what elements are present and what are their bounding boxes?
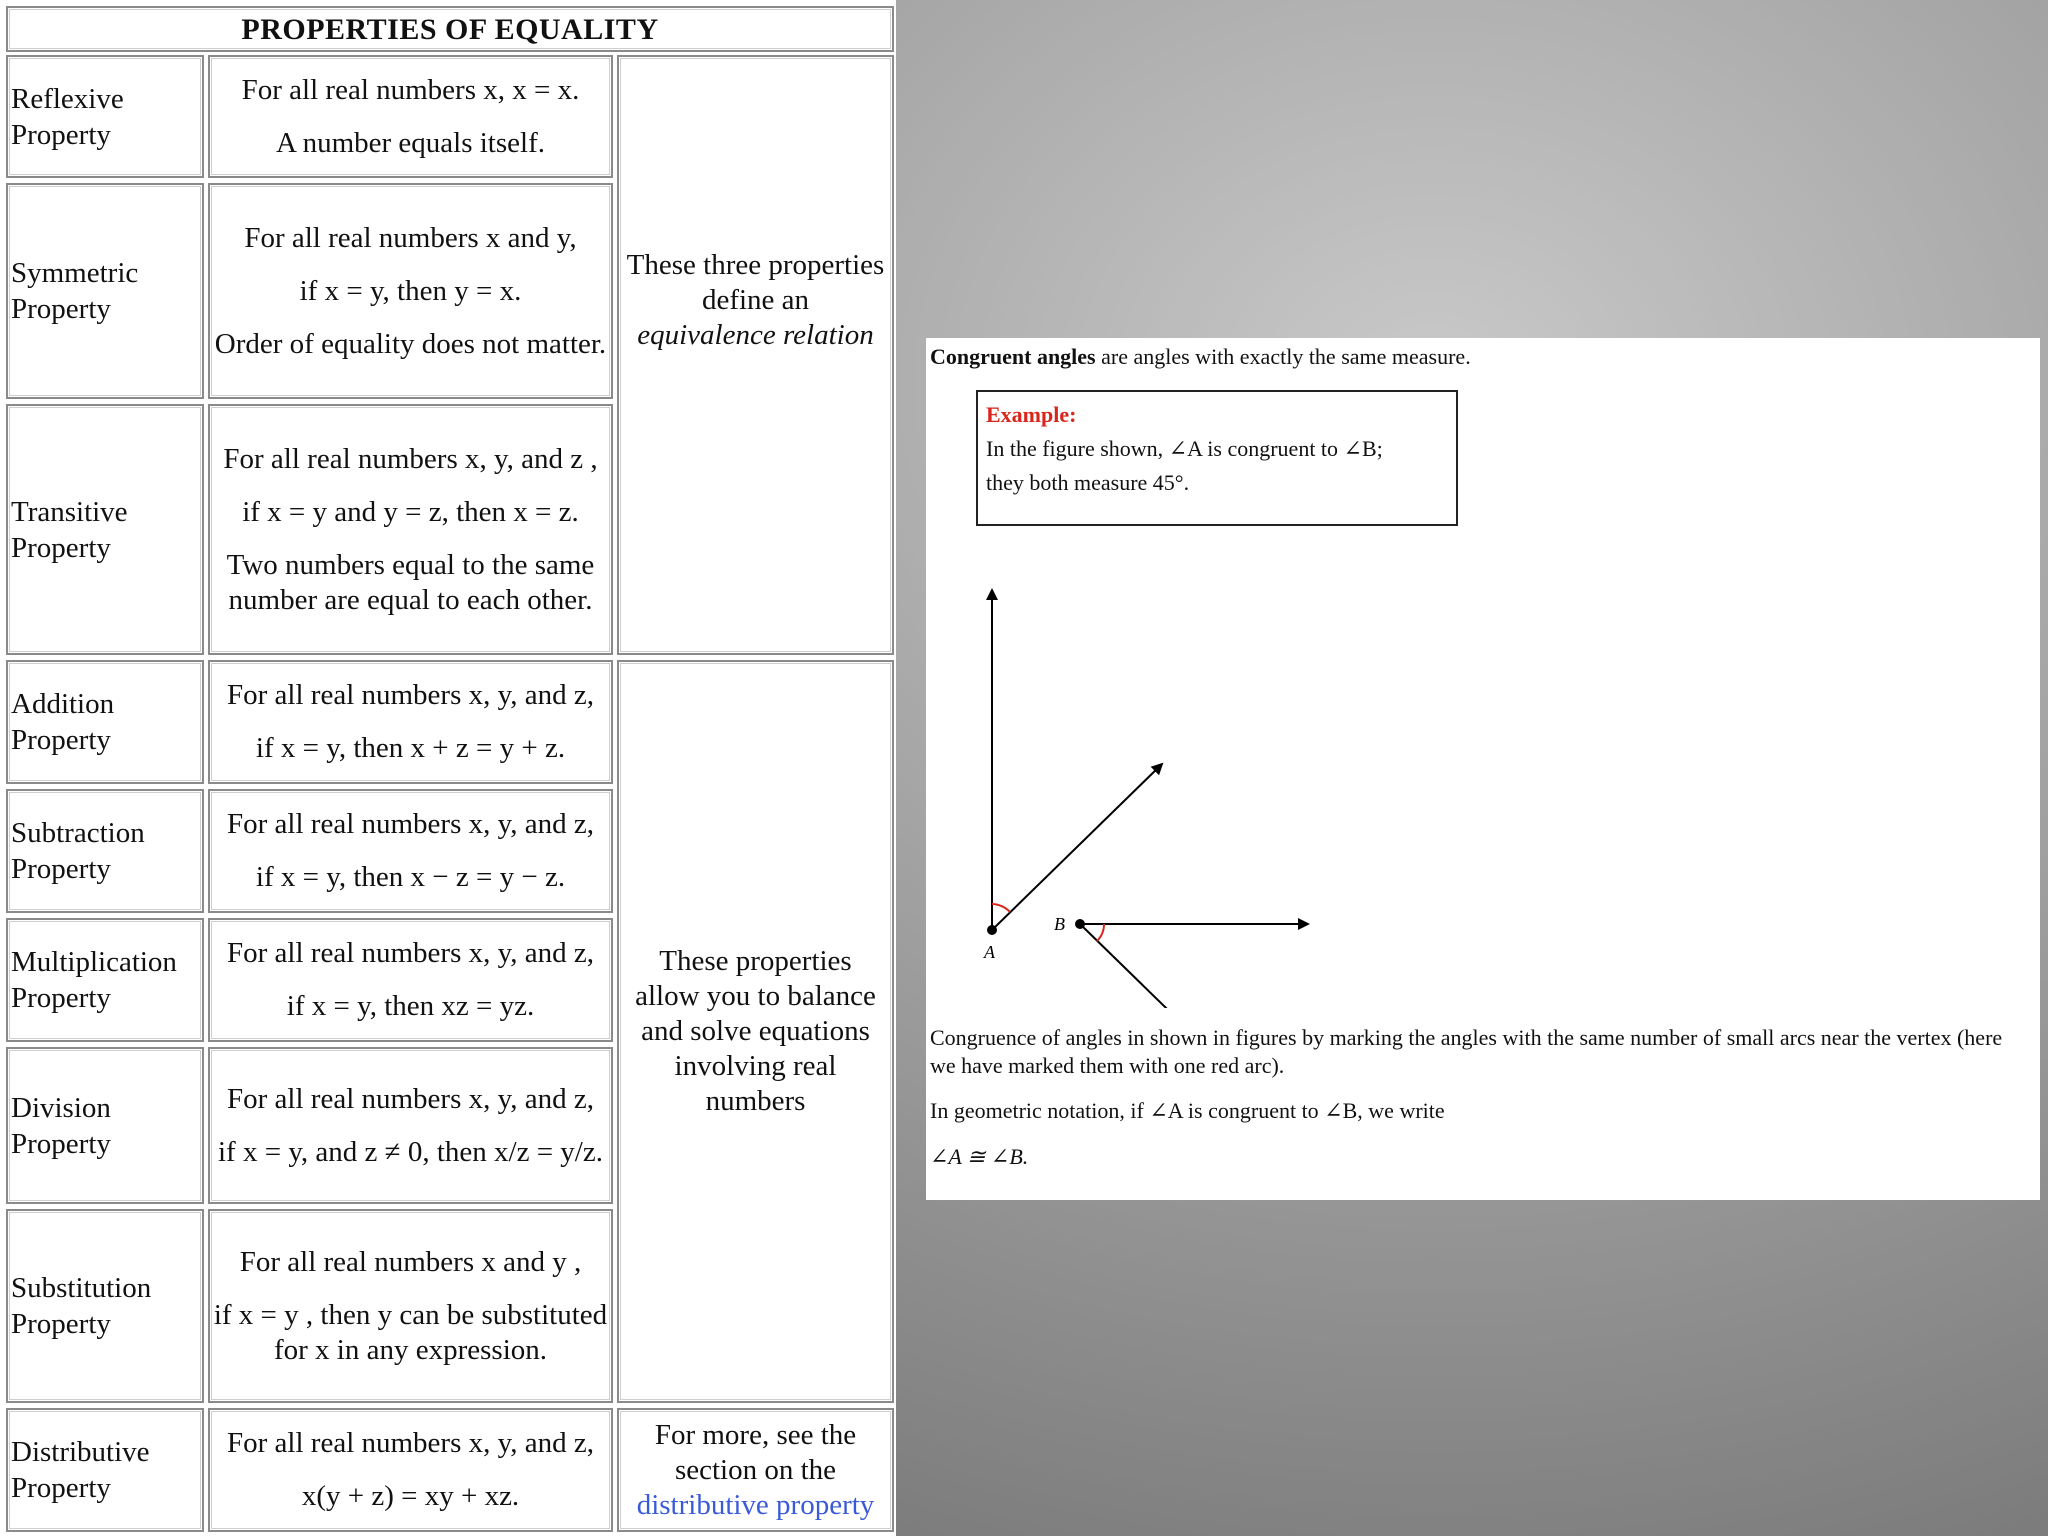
row-def-reflexive: [208, 55, 613, 178]
row-name-multiplication: [6, 918, 204, 1042]
label-b: B: [1054, 914, 1065, 934]
def-line: For all real numbers x, y, and z,: [227, 1082, 594, 1115]
name-line: Property: [11, 853, 111, 885]
notation-intro: In geometric notation, if ∠A is congruent to ∠B, we write: [930, 1098, 1445, 1123]
def-line: For all real numbers x, y, and z,: [227, 937, 594, 969]
name-line: Property: [11, 724, 111, 756]
def-line: Two numbers equal to the same number are equal to each other.: [226, 548, 595, 616]
example-box: [976, 390, 1458, 526]
name-line: Property: [11, 982, 111, 1014]
note-text: These three properties define an: [626, 248, 885, 316]
distributive-property-link[interactable]: distributive property: [636, 1488, 875, 1521]
def-line: For all real numbers x, y, and z,: [227, 1427, 594, 1459]
row-name-distributive: [6, 1408, 204, 1532]
ray-b-diagonal: [1080, 924, 1246, 1008]
intro-text: [930, 344, 1471, 370]
properties-table: [0, 0, 896, 1536]
def-line: if x = y, and z ≠ 0, then x/z = y/z.: [218, 1135, 603, 1168]
note-balance: [617, 660, 894, 1403]
notation-formula: ∠A ≅ ∠B.: [930, 1144, 1029, 1169]
note-text: These properties allow you to balance and solve equations involving real numbers: [635, 945, 876, 1117]
def-line: For all real numbers x, y, and z,: [227, 808, 594, 840]
example-title: Example:: [986, 402, 1077, 427]
row-def-distributive: [208, 1408, 613, 1532]
intro-term: Congruent angles: [930, 344, 1096, 369]
name-line: Transitive: [11, 495, 128, 528]
name-line: Symmetric: [11, 257, 139, 289]
def-line: For all real numbers x, x = x.: [241, 73, 580, 106]
table-title: PROPERTIES OF EQUALITY: [6, 6, 894, 52]
angle-a-arc: [992, 904, 1010, 912]
example-line: In the figure shown, ∠A is congruent to ∠B;: [986, 436, 1383, 461]
label-a: A: [984, 942, 995, 962]
intro-rest: are angles with exactly the same measure.: [1095, 344, 1471, 369]
row-def-substitution: [208, 1209, 613, 1403]
def-line: if x = y, then x + z = y + z.: [255, 732, 566, 764]
name-line: Substitution: [11, 1272, 152, 1304]
def-line: x(y + z) = xy + xz.: [301, 1480, 520, 1512]
row-def-addition: [208, 660, 613, 784]
note-equivalence: [617, 55, 894, 655]
row-name-transitive: [6, 404, 204, 655]
ray-a-diagonal: [992, 764, 1162, 930]
angle-b-arc: [1097, 924, 1104, 941]
row-def-multiplication: [208, 918, 613, 1042]
row-def-transitive: [208, 404, 613, 655]
def-line: For all real numbers x, y, and z ,: [223, 442, 598, 475]
name-line: Multiplication: [11, 946, 177, 978]
angle-figure: [926, 558, 1346, 1008]
congruent-angles-panel: [926, 338, 2040, 1200]
vertex-b-dot: [1075, 919, 1085, 929]
row-name-substitution: [6, 1209, 204, 1403]
row-name-symmetric: [6, 183, 204, 399]
def-line: A number equals itself.: [275, 126, 545, 159]
row-name-division: [6, 1047, 204, 1204]
row-name-addition: [6, 660, 204, 784]
name-line: Property: [11, 1472, 111, 1504]
name-line: Distributive: [11, 1436, 150, 1468]
name-line: Addition: [11, 688, 115, 720]
name-line: Property: [11, 293, 111, 325]
note-more: [617, 1408, 894, 1532]
congruence-explanation: Congruence of angles in shown in figures by marking the angles with the same number of small arcs near the vertex (here we have marked them with one red arc).: [930, 1025, 2003, 1078]
row-name-reflexive: [6, 55, 204, 178]
def-line: if x = y , then y can be substituted for x in any expression.: [213, 1298, 608, 1366]
note-text: For more, see the section on the: [654, 1418, 857, 1486]
row-def-symmetric: [208, 183, 613, 399]
def-line: For all real numbers x and y,: [244, 221, 577, 254]
row-name-subtraction: [6, 789, 204, 913]
row-def-subtraction: [208, 789, 613, 913]
name-line: Property: [11, 531, 111, 564]
def-line: Order of equality does not matter.: [214, 327, 607, 360]
note-term: equivalence relation: [637, 318, 874, 351]
row-def-division: [208, 1047, 613, 1204]
vertex-a-dot: [987, 925, 997, 935]
def-line: if x = y and y = z, then x = z.: [242, 495, 579, 528]
name-line: Division: [11, 1091, 111, 1124]
name-line: Property: [11, 1127, 111, 1160]
def-line: if x = y, then y = x.: [299, 274, 522, 307]
def-line: if x = y, then xz = yz.: [286, 990, 535, 1022]
name-line: Property: [11, 118, 111, 151]
name-line: Reflexive: [11, 82, 124, 115]
name-line: Property: [11, 1308, 111, 1340]
def-line: For all real numbers x and y ,: [239, 1245, 582, 1278]
def-line: if x = y, then x − z = y − z.: [255, 861, 566, 893]
name-line: Subtraction: [11, 817, 145, 849]
example-line: they both measure 45°.: [986, 470, 1190, 495]
def-line: For all real numbers x, y, and z,: [227, 679, 594, 711]
